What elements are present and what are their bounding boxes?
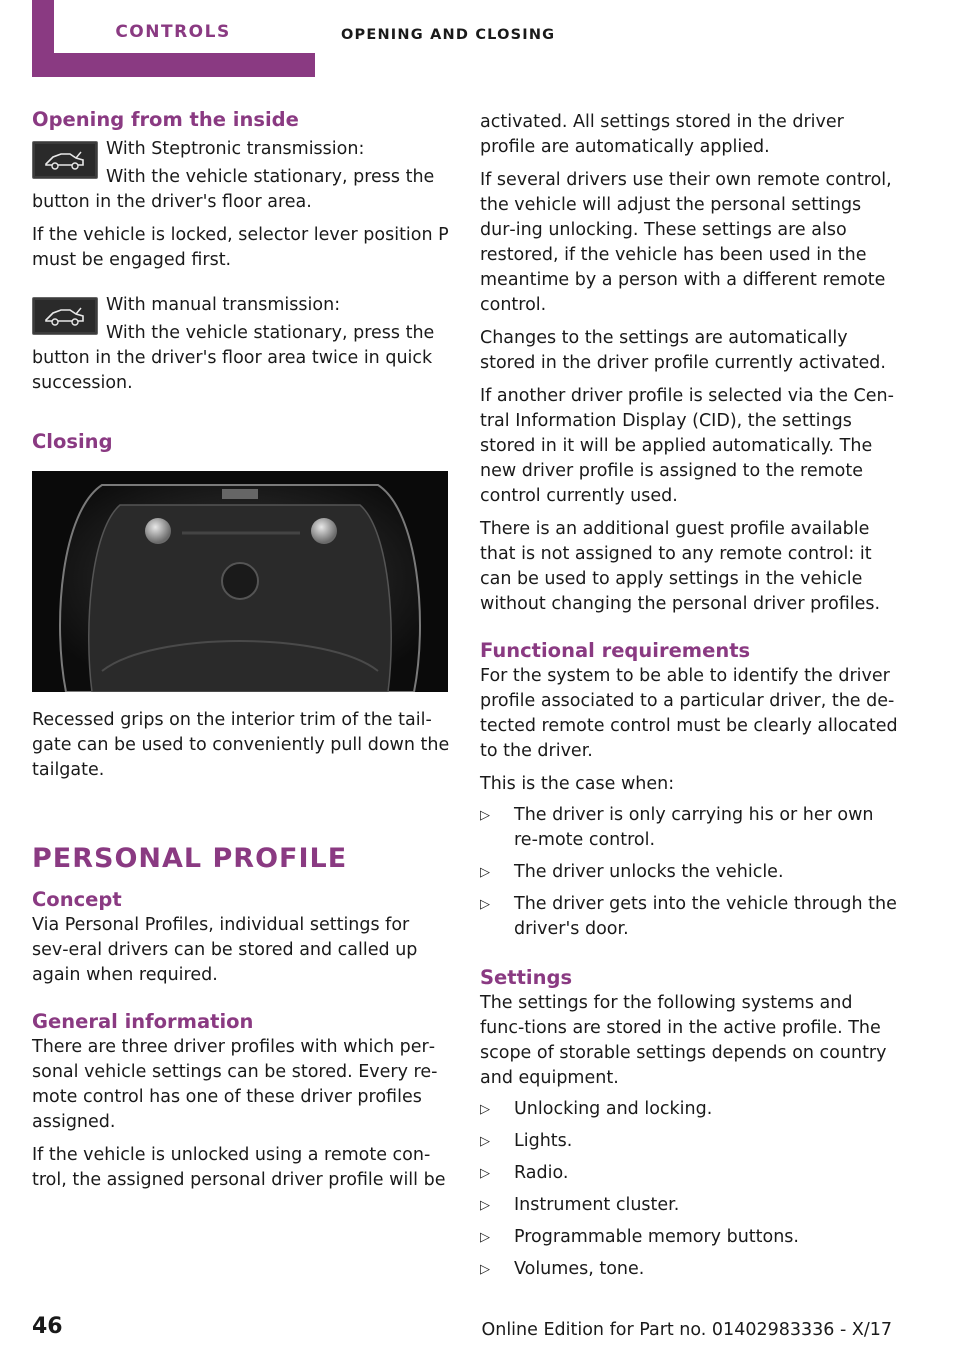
profile-text-4: If another driver profile is selected via the Cen‐tral Information Display (CID), the settings stored in it will be applied automatically. The new driver profile is assigned to the remote control currently used. — [480, 386, 894, 506]
list-item-text: The driver is only carrying his or her own re‐mote control. — [514, 805, 874, 850]
list-item — [480, 803, 898, 853]
list-item — [480, 1225, 898, 1250]
list-item — [480, 892, 898, 942]
tailgate-interior-photo — [32, 471, 448, 692]
manual-block — [32, 293, 450, 365]
triangle-bullet-icon: ▷ — [480, 1198, 490, 1213]
list-item-text: The driver gets into the vehicle through the driver's door. — [514, 894, 897, 939]
functional-intro: This is the case when: — [480, 774, 675, 794]
manual-text-content: With the vehicle stationary, press the button in the driver's floor area twice in quick succession. — [32, 323, 435, 393]
triangle-bullet-icon: ▷ — [480, 1134, 490, 1149]
triangle-bullet-icon: ▷ — [480, 1262, 490, 1277]
heading-general-information: General information — [32, 1010, 254, 1033]
car-trunk-icon — [32, 141, 98, 179]
left-column — [32, 108, 450, 1193]
car-trunk-icon — [32, 297, 98, 335]
heading-settings: Settings — [480, 966, 573, 989]
profile-text-2: If several drivers use their own remote control, the vehicle will adjust the personal settings dur‐ing unlocking. These settings are also restored, if the vehicle has been used in the meantime by a person with a different remote control. — [480, 170, 892, 315]
triangle-bullet-icon: ▷ — [480, 865, 490, 880]
heading-personal-profile: PERSONAL PROFILE — [32, 843, 348, 874]
list-item — [480, 1129, 898, 1154]
triangle-bullet-icon: ▷ — [480, 808, 490, 823]
general-text-1: There are three driver profiles with which per‐sonal vehicle settings can be stored. Every re‐mote control has one of these driver profiles assigned. — [32, 1037, 438, 1132]
list-item — [480, 1193, 898, 1218]
list-item-text: Instrument cluster. — [514, 1195, 680, 1215]
list-item-text: Unlocking and locking. — [514, 1099, 713, 1119]
profile-text-5: There is an additional guest profile available that is not assigned to any remote control: it can be used to apply settings in the vehicle without changing the personal driver profiles. — [480, 519, 881, 614]
list-item — [480, 1097, 898, 1122]
list-item — [480, 860, 898, 885]
right-column — [480, 108, 898, 1282]
list-item — [480, 1161, 898, 1186]
settings-list — [480, 1097, 898, 1282]
manual-label: With manual transmission: — [106, 295, 341, 315]
list-item-text: The driver unlocks the vehicle. — [514, 862, 784, 882]
list-item-text: Programmable memory buttons. — [514, 1227, 799, 1247]
footer-edition: Online Edition for Part no. 01402983336 - X/17 — [481, 1320, 892, 1340]
header-section-label: CONTROLS — [115, 22, 231, 42]
steptronic-block — [32, 137, 450, 209]
list-item — [480, 1257, 898, 1282]
heading-functional-requirements: Functional requirements — [480, 639, 751, 662]
list-item-text: Lights. — [514, 1131, 573, 1151]
concept-text: Via Personal Profiles, individual settings for sev‐eral drivers can be stored and called up again when required. — [32, 915, 418, 985]
triangle-bullet-icon: ▷ — [480, 897, 490, 912]
header-topic-label: OPENING AND CLOSING — [341, 27, 556, 43]
triangle-bullet-icon: ▷ — [480, 1166, 490, 1181]
general-text-2: If the vehicle is unlocked using a remote con‐trol, the assigned personal driver profile will be — [32, 1145, 446, 1190]
steptronic-label: With Steptronic transmission: — [106, 139, 365, 159]
heading-closing: Closing — [32, 430, 113, 453]
heading-opening-from-inside: Opening from the inside — [32, 108, 299, 131]
profile-text-3: Changes to the settings are automatically stored in the driver profile currently activated. — [480, 328, 886, 373]
settings-text: The settings for the following systems and func‐tions are stored in the active profile. The scope of storable settings depends on country and equipment. — [480, 993, 887, 1088]
list-item-text: Volumes, tone. — [514, 1259, 645, 1279]
triangle-bullet-icon: ▷ — [480, 1230, 490, 1245]
steptronic-text-content: With the vehicle stationary, press the button in the driver's floor area. — [32, 167, 435, 212]
triangle-bullet-icon: ▷ — [480, 1102, 490, 1117]
heading-concept: Concept — [32, 888, 122, 911]
closing-text: Recessed grips on the interior trim of the tail‐gate can be used to conveniently pull down the tailgate. — [32, 710, 450, 780]
profile-text-1: activated. All settings stored in the driver profile are automatically applied. — [480, 112, 844, 157]
list-item-text: Radio. — [514, 1163, 569, 1183]
locked-note: If the vehicle is locked, selector lever position P must be engaged first. — [32, 225, 449, 270]
functional-list — [480, 803, 898, 942]
functional-text: For the system to be able to identify the driver profile associated to a particular driver, the de‐tected remote control must be clearly allocated to the driver. — [480, 666, 898, 761]
page-number: 46 — [32, 1314, 63, 1339]
